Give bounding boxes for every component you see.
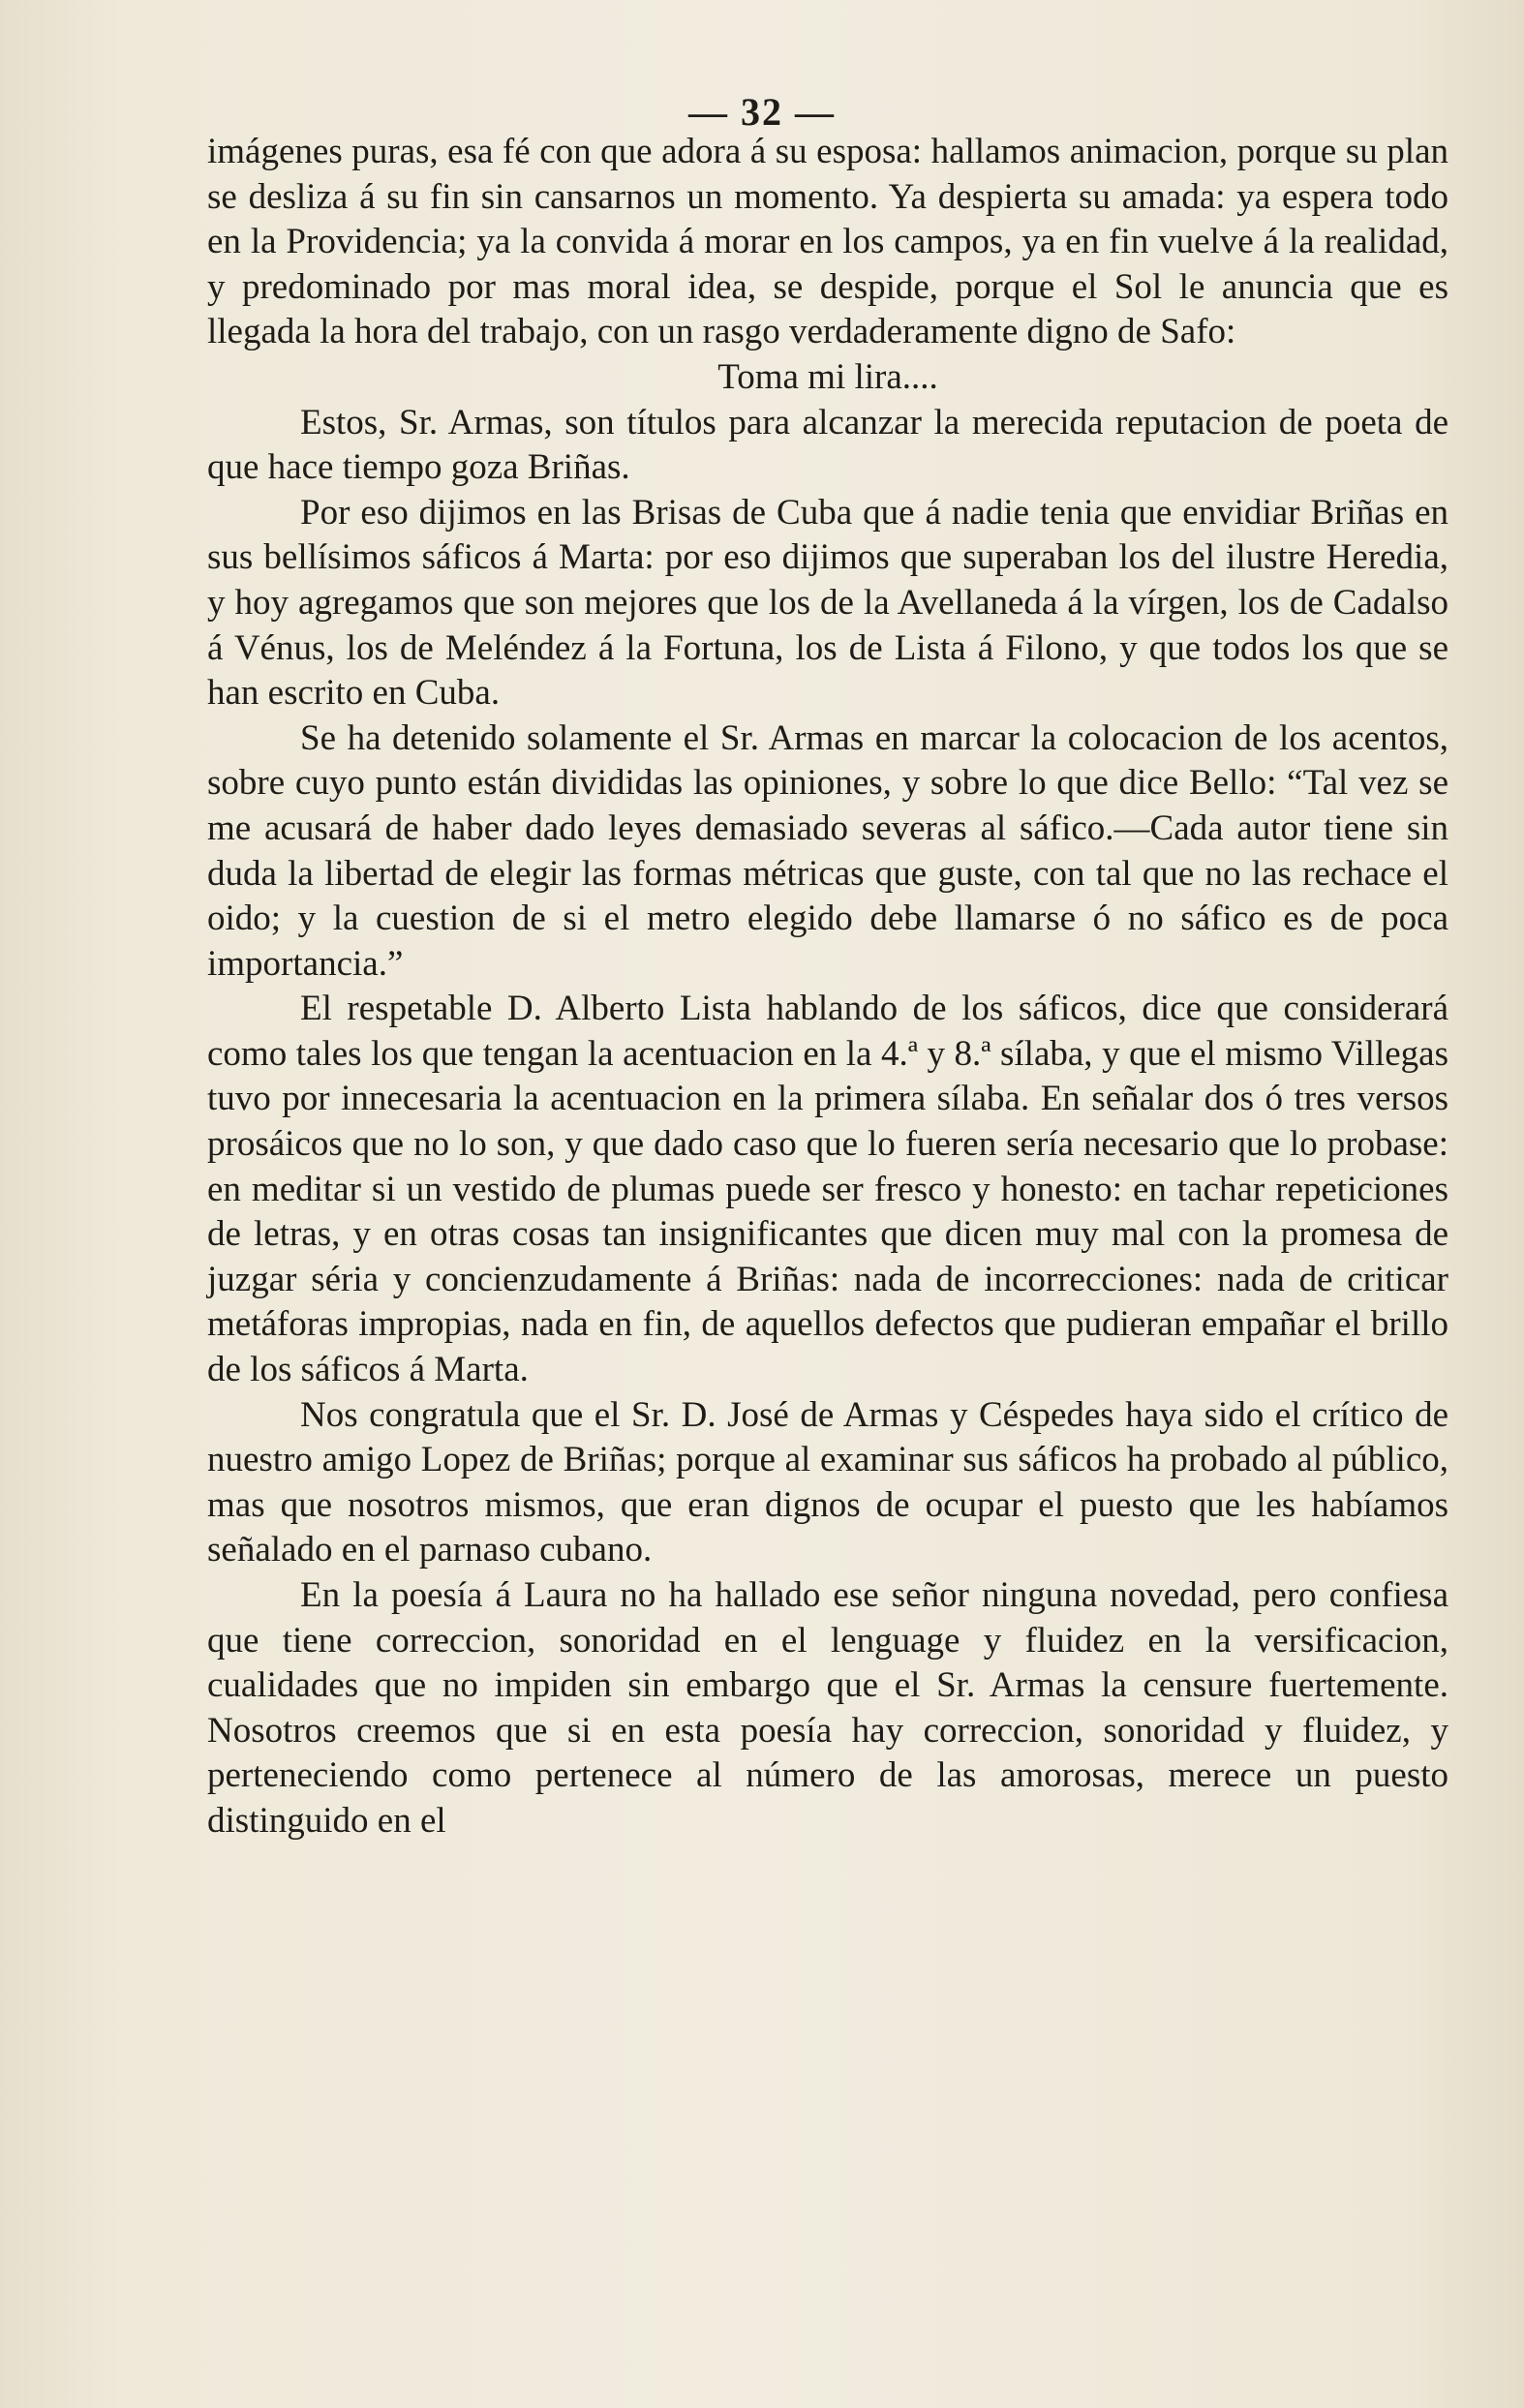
paragraph-5: El respetable D. Alberto Lista hablando de los sáficos, dice que considerará como tales los que tengan la acentuacion en la 4.ª y 8.ª sílaba, y que el mismo Villegas tuvo por innecesaria la acentuacion en la primera sílaba. En señalar dos ó tres versos prosáicos que no lo son, y que dado caso que lo fueren sería necesario que lo probase: en meditar si un vestido de plumas puede ser fresco y honesto: en tachar repeticiones de letras, y en otras cosas tan insignificantes que dicen muy mal con la promesa de juzgar séria y concienzudamente á Briñas: nada de incorrecciones: nada de criticar metáforas impropias, nada en fin, de aquellos defectos que pudieran empañar el brillo de los sáficos á Marta. — [207, 989, 1448, 1390]
paragraph-3: Por eso dijimos en las Brisas de Cuba que á nadie tenia que envidiar Briñas en sus bellísimos sáficos á Marta: por eso dijimos que superaban los del ilustre Heredia, y hoy agregamos que son mejores que los de la Avellaneda á la vírgen, los de Cadalso á Vénus, los de Meléndez á la Fortuna, los de Lista á Filono, y que todos los que se han escrito en Cuba. — [207, 492, 1448, 714]
body-text — [207, 130, 1448, 1844]
page-number: — 32 — — [688, 90, 836, 134]
paragraph-6: Nos congratula que el Sr. D. José de Armas y Céspedes haya sido el crítico de nuestro amigo Lopez de Briñas; porque al examinar sus sáficos ha probado al público, mas que nosotros mismos, que eran dignos de ocupar el puesto que les habíamos señalado en el parnaso cubano. — [207, 1394, 1448, 1570]
paragraph-1: imágenes puras, esa fé con que adora á su esposa: hallamos animacion, porque su plan se desliza á su fin sin cansarnos un momento. Ya despierta su amada: ya espera todo en la Providencia; ya la convida á morar en los campos, ya en fin vuelve á la realidad, y predominado por mas moral idea, se despide, porque el Sol le anuncia que es llegada la hora del trabajo, con un rasgo verdaderamente digno de Safo: — [207, 132, 1448, 352]
paragraph-4: Se ha detenido solamente el Sr. Armas en marcar la colocacion de los acentos, sobre cuyo punto están divididas las opiniones, y sobre lo que dice Bello: “Tal vez se me acusará de haber dado leyes demasiado severas al sáfico.—Cada autor tiene sin duda la libertad de elegir las formas métricas que guste, con tal que no las rechace el oido; y la cuestion de si el metro elegido debe llamarse ó no sáfico es de poca importancia.” — [207, 717, 1448, 984]
verse-quote: Toma mi lira.... — [717, 356, 938, 397]
paragraph-7: En la poesía á Laura no ha hallado ese señor ninguna novedad, pero confiesa que tiene correccion, sonoridad en el lenguage y fluidez en la versificacion, cualidades que no impiden sin embargo que el Sr. Armas la censure fuertemente. Nosotros creemos que si en esta poesía hay correccion, sonoridad y fluidez, y perteneciendo como pertenece al número de las amorosas, merece un puesto distinguido en el — [207, 1575, 1448, 1841]
paragraph-2: Estos, Sr. Armas, son títulos para alcanzar la merecida reputacion de poeta de que hace tiempo goza Briñas. — [207, 402, 1448, 488]
